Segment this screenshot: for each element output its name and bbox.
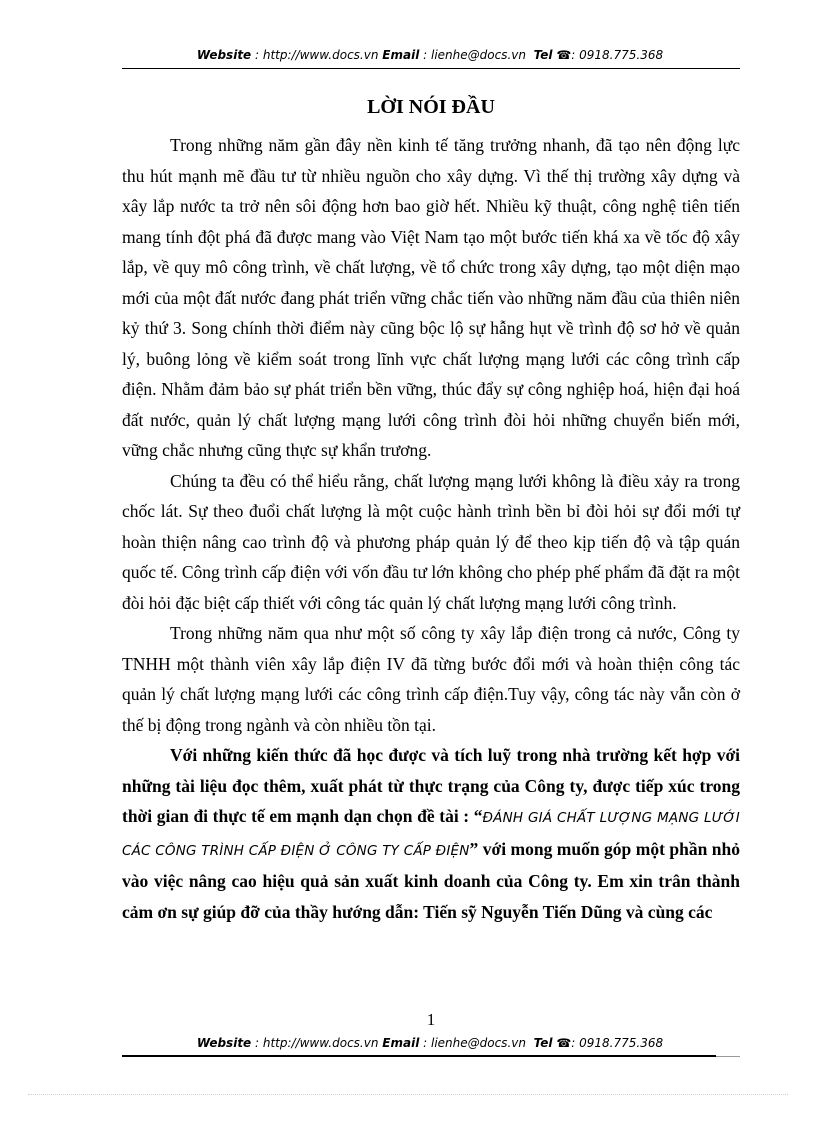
footer-email-label: Email xyxy=(382,1036,420,1050)
email-label: Email xyxy=(382,48,420,62)
page-footer xyxy=(120,1036,740,1050)
website-separator: : xyxy=(251,48,263,62)
page-title: LỜI NÓI ĐẦU xyxy=(367,96,495,118)
email-separator: : xyxy=(419,48,431,62)
tel-value: : 0918.775.368 xyxy=(571,48,664,62)
body-paragraph: Trong những năm qua như một số công ty xây lắp điện trong cả nước, Công ty TNHH một thành viên xây lắp điện IV đã từng bước đổi mới và hoàn thiện công tác quản lý chất lượng mạng lưới các công trình cấp điện.Tuy vậy, công tác này vẫn còn ở thế bị động trong ngành và còn nhiều tồn tại. xyxy=(122,623,740,735)
footer-website-separator: : xyxy=(251,1036,263,1050)
footer-website-url[interactable]: http://www.docs.vn xyxy=(262,1036,379,1050)
footer-telephone-icon: ☎ xyxy=(556,1036,572,1050)
footer-tel-label: Tel xyxy=(533,1036,553,1050)
website-url[interactable]: http://www.docs.vn xyxy=(262,48,379,62)
page-number: 1 xyxy=(426,1010,436,1029)
footer-divider-tail xyxy=(716,1056,740,1057)
header-divider xyxy=(122,68,740,69)
telephone-icon: ☎ xyxy=(556,48,572,62)
footer-email-separator: : xyxy=(419,1036,431,1050)
topic-outro: ” với mong muốn góp một phần nhỏ vào việc nâng cao hiệu quả sản xuất kinh doanh của Công ty. Em xin trân thành cảm ơn sự giúp đỡ của thầy hướng dẫn: Tiến sỹ Nguyễn Tiến Dũng và cùng các xyxy=(122,838,740,922)
body-paragraph: Trong những năm gần đây nền kinh tế tăng trưởng nhanh, đã tạo nên động lực thu hút mạnh mẽ đầu tư từ nhiều nguồn cho xây dựng. Vì thế thị trường xây dựng và xây lắp nước ta trở nên sôi động hơn bao giờ hết. Nhiều kỹ thuật, công nghệ tiên tiến mang tính đột phá đã được mang vào Việt Nam tạo một bước tiến khá xa về tốc độ xây lắp, về quy mô công trình, về chất lượng, về tổ chức trong xây dựng, tạo một diện mạo mới của một đất nước đang phát triển vững chắc tiến vào những năm đầu của thiên niên kỷ thứ 3. Song chính thời điểm này cũng bộc lộ sự hẫng hụt về trình độ sơ hở về quản lý, buông lỏng về kiểm soát trong lĩnh vực chất lượng mạng lưới các công trình cấp điện. Nhằm đảm bảo sự phát triển bền vững, thúc đẩy sự công nghiệp hoá, hiện đại hoá đất nước, quản lý chất lượng mạng lưới công trình đòi hỏi những chuyển biến mới, vững chắc nhưng cũng thực sự khẩn trương. xyxy=(122,135,740,460)
tel-label: Tel xyxy=(533,48,553,62)
footer-website-label: Website xyxy=(196,1036,252,1050)
topic-paragraph xyxy=(122,740,740,927)
topic-intro: Với những kiến thức đã học được và tích luỹ trong nhà trường kết hợp với những tài liệu đọc thêm, xuất phát từ thực trạng của Công ty, được tiếp xúc trong thời gian đi thực tế em mạnh dạn chọn đề tài : “ xyxy=(122,745,740,826)
document-body xyxy=(122,130,740,927)
body-paragraph: Chúng ta đều có thể hiểu rằng, chất lượng mạng lưới không là điều xảy ra trong chốc lát. Sự theo đuổi chất lượng là một cuộc hành trình bền bỉ đòi hỏi sự đổi mới tự hoàn thiện nâng cao trình độ và phương pháp quản lý để theo kịp tiến độ và tập quán quốc tế. Công trình cấp điện với vốn đầu tư lớn không cho phép phế phẩm đã đặt ra một đòi hỏi đặc biệt cấp thiết với công tác quản lý chất lượng mạng lưới công trình. xyxy=(122,470,740,613)
footer-divider xyxy=(122,1055,716,1057)
topic-title: ĐÁNH GIÁ CHẤT LƯỢNG MẠNG LƯỚI CÁC CÔNG TRÌNH CẤP ĐIỆN Ở CÔNG TY CẤP ĐIỆN xyxy=(122,810,740,859)
email-value[interactable]: lienhe@docs.vn xyxy=(430,48,526,62)
page-header xyxy=(120,48,740,62)
footer-tel-value: : 0918.775.368 xyxy=(571,1036,664,1050)
website-label: Website xyxy=(196,48,252,62)
page-edge-guide xyxy=(28,1094,788,1095)
footer-email-value[interactable]: lienhe@docs.vn xyxy=(430,1036,526,1050)
